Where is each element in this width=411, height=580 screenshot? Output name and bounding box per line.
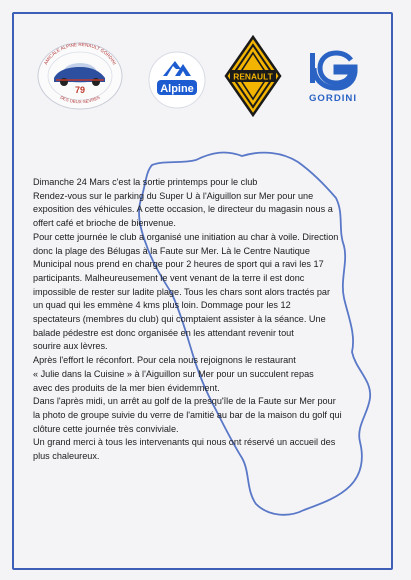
- alpine-wordmark: Alpine: [160, 83, 194, 95]
- body-line: Municipal nous prend en charge pour 2 heures de sport qui a ravi les 17: [33, 259, 324, 270]
- logo-banner: [0, 0, 411, 120]
- gordini-wordmark: GORDINI: [308, 93, 358, 104]
- renault-wordmark: RENAULT: [233, 71, 273, 82]
- body-line: exposition des véhicules. A cette occasion, le directeur du magasin nous a: [33, 204, 333, 215]
- body-line: la photo de groupe suivie du verre de l'amitié au bar de la maison du golf qui: [33, 409, 342, 420]
- body-line: Dimanche 24 Mars c'est la sortie printemps pour le club: [33, 177, 258, 187]
- gordini-logo: [293, 50, 373, 106]
- alpine-logo: [145, 50, 209, 110]
- body-line: Après l'effort le réconfort. Pour cela nous rejoignons le restaurant: [33, 355, 296, 366]
- emblem-bottom-text: DES DEUX-SEVRES: [59, 94, 101, 105]
- body-line: un quad qui les emmène 4 kms plus loin. Dommage pour les 12: [33, 300, 291, 311]
- body-line: sourire aux lèvres.: [33, 341, 108, 352]
- emblem-number: 79: [74, 85, 86, 95]
- body-line: impossible de rester sur ladite plage. Tous les chars sont alors tractés par: [33, 286, 331, 297]
- body-line: spectateurs (membres du club) qui comptaient assister à la séance. Une: [33, 314, 326, 325]
- body-line: balade pédestre est donc organisée en les attendant revenir tout: [33, 327, 294, 338]
- amicale-emblem-logo: [34, 40, 126, 112]
- body-line: « Julie dans la Cuisine » à l'Aiguillon sur Mer pour un succulent repas: [33, 368, 314, 379]
- body-line: plus chaleureux.: [33, 451, 100, 462]
- body-line: Un grand merci à tous les intervenants qui nous ont réservé un accueil des: [33, 437, 336, 448]
- body-line: participants. Malheureusement le vent venant de la terre il est donc: [33, 272, 305, 283]
- body-line: Dans l'après midi, un arrêt au golf de la presqu'île de la Faute sur Mer pour: [33, 396, 336, 407]
- body-line: offert café et brioche de bienvenue.: [33, 218, 176, 229]
- renault-logo: [222, 35, 284, 117]
- body-line: donc la plage des Bélugas à la Faute sur Mer. Là le Centre Nautique: [33, 245, 310, 256]
- body-line: Pour cette journée le club a organisé une initiation au char à voile. Direction: [33, 231, 339, 242]
- body-line: avec des produits de la mer bien évidemment.: [33, 382, 220, 393]
- body-line: clôture cette journée très conviviale.: [33, 423, 179, 434]
- article-body: [33, 176, 378, 464]
- emblem-top-text: AMICALE ALPINE RENAULT GORDINI: [42, 41, 118, 66]
- body-line: Rendez-vous sur le parking du Super U à l'Aiguillon sur Mer pour une: [33, 190, 314, 201]
